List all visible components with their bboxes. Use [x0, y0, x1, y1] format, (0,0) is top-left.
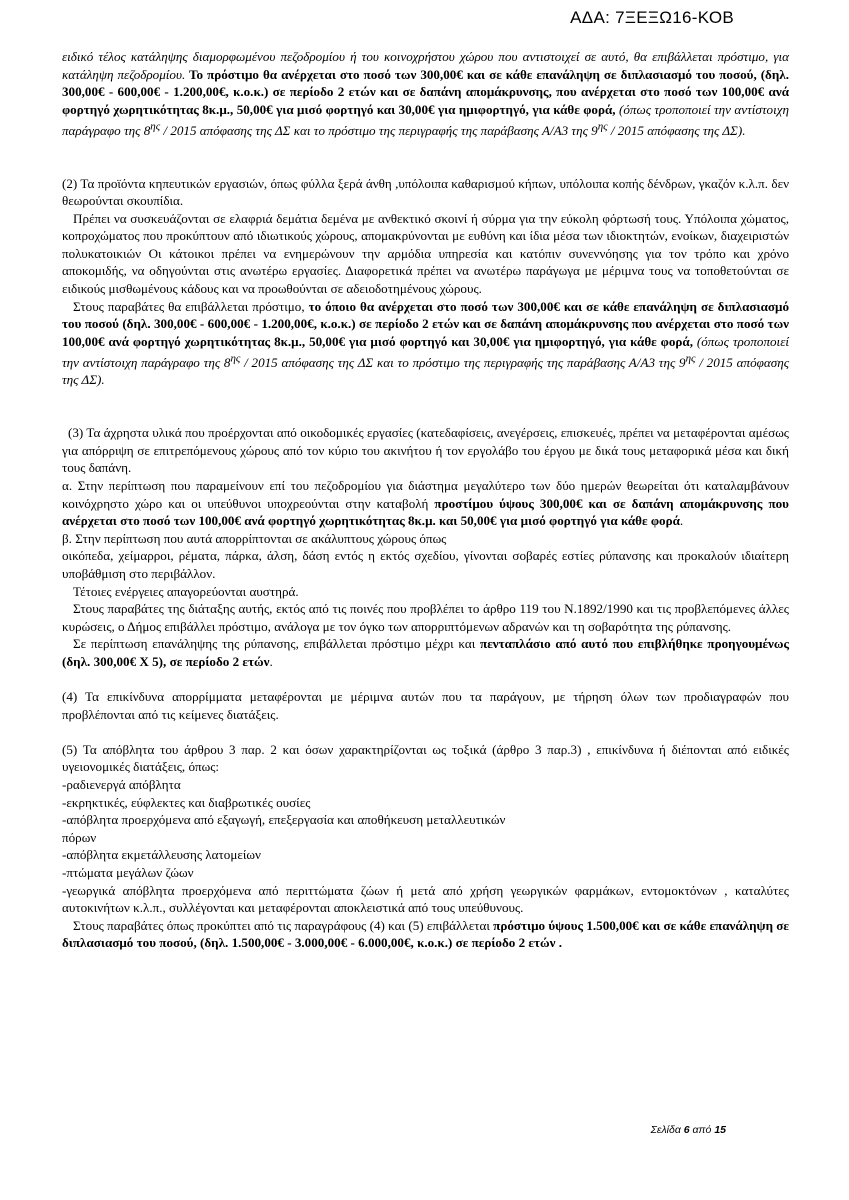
list-item: πόρων: [62, 829, 97, 845]
paragraph-3-forbidden: Τέτοιες ενέργειες απαγορεύονται αυστηρά.: [73, 583, 299, 599]
p3-repeat-fine: πενταπλάσιο από αυτό που επιβλήθηκε προηγουμένως (δηλ. 300,00€ Χ 5), σε περίοδο 2 ετών: [62, 636, 789, 669]
paragraph-4: (4) Τα επικίνδυνα απορρίμματα μεταφέρονται με μέριμνα αυτών που τα παράγουν, με τήρηση όλων των προδιαγραφών που προβλέπονται από τις κείμενες διατάξεις.: [62, 689, 789, 722]
p5-penalty-lead: Στους παραβάτες όπως προκύπτει από τις παραγράφους (4) και (5) επιβάλλεται: [73, 917, 490, 933]
paragraph-2-intro: (2) Τα προϊόντα κηπευτικών εργασιών, όπως φύλλα ξερά άνθη ,υπόλοιπα καθαρισμού κήπων, υπόλοιπα κοπής δένδρων, γκαζόν κ.λ.π. δεν θεωρούνται σκουπίδια.: [62, 175, 789, 209]
p1-note-c: / 2015 απόφασης της ΔΣ).: [607, 122, 746, 138]
p2-penalty-lead: Στους παραβάτες θα επιβάλλεται πρόστιμο,: [73, 298, 305, 314]
paragraph-3-repeat: [62, 635, 789, 670]
paragraph-5-intro: (5) Τα απόβλητα του άρθρου 3 παρ. 2 και όσων χαρακτηρίζονται ως τοξικά (άρθρο 3 παρ.3) , επικίνδυνα ή διέπονται από ειδικές υγειονομικές διατάξεις, όπως:: [62, 741, 789, 775]
list-item: -πτώματα μεγάλων ζώων: [62, 865, 194, 881]
list-item: -εκρηκτικές, εύφλεκτες και διαβρωτικές ουσίες: [62, 794, 311, 810]
paragraph-3-beta: β. Στην περίπτωση που αυτά απορρίπτονται σε ακάλυπτους χώρους όπως: [62, 530, 447, 546]
list-item: -γεωργικά απόβλητα προερχόμενα από περιττώματα ζώων ή μετά από χρήση γεωργικών φαρμάκων, εντομοκτόνων , καταλύτες αυτοκινήτων κ.λ.π., συλλέγονται και μεταφέρονται αποκλειστικά από τους υπεύθυνους.: [62, 882, 789, 916]
p1-fine-text: Το πρόστιμο θα ανέρχεται στο ποσό των 300,00€ και σε κάθε επανάληψη σε διπλασιασμό του ποσού, (δηλ. 300,00€ - 600,00€ - 1.200,00€, κ.ο.κ.) σε περίοδο 2 ετών και σε δαπάνη απομάκρυνσης, που ανέρχεται στο ποσό των 100,00€ ανά φορτηγό χωρητικότητας 8κ.μ., 50,00€ για μισό φορτηγό και 30,00€ για ημιφορτηγό, για κάθε φορά,: [62, 66, 789, 117]
p3-alpha-text: α. Στην περίπτωση που παραμείνουν επί του πεζοδρομίου για διάστημα μεγαλύτερο των δύο ημερών θεωρείται ότι καταλαμβάνουν κοινόχρηστο χώρο και οι υπεύθυνοι υποχρεούνται στην καταβολή: [62, 477, 789, 511]
p1-note-a: (όπως τροποποιεί την αντίστοιχη παράγραφο της 8: [62, 101, 789, 138]
footer-of-label: από: [692, 1124, 712, 1136]
p1-sup-2: ης: [597, 120, 608, 133]
footer-page-label: Σελίδα: [650, 1124, 681, 1136]
ada-code: ΑΔΑ: 7ΞΕΞΩ16-ΚΟΒ: [570, 8, 734, 27]
p2-fine-text: το όποιο θα ανέρχεται στο ποσό των 300,00€ και σε κάθε επανάληψη σε διπλασιασμό του ποσού (δηλ. 300,00€ - 600,00€ - 1.200,00€, κ.ο.κ.) σε περίοδο 2 ετών και σε δαπάνη απομάκρυνσης που ανέρχεται στο ποσό των 100,00€ ανά φορτηγό χωρητικότητας 8κ.μ., 50,00€ για μισό φορτηγό και 30,00€ για ημιφορτηγό, για κάθε φορά,: [62, 298, 789, 349]
list-item: -απόβλητα εκμετάλλευσης λατομείων: [62, 847, 261, 863]
p3-alpha-end: .: [679, 513, 684, 529]
paragraph-1-continuation: [62, 48, 789, 139]
p3-repeat-lead: Σε περίπτωση επανάληψης της ρύπανσης, επιβάλλεται πρόστιμο μέχρι και: [73, 636, 476, 652]
p2-note-b: / 2015 απόφασης της ΔΣ και το πρόστιμο της περιγραφής της παράβασης Α/Α3 της 9: [240, 354, 686, 370]
paragraph-3-beta-cont: οικόπεδα, χείμαρροι, ρέματα, πάρκα, άλση, δάση εντός η εκτός σχεδίου, γίνονται σοβαρές εστίες ρύπανσης και προκαλούν ιδιαίτερη υποβάθμιση στο περιβάλλον.: [62, 548, 789, 581]
list-item: -ραδιενεργά απόβλητα: [62, 777, 181, 793]
paragraph-3-alpha: [62, 477, 789, 530]
list-item: -απόβλητα προερχόμενα από εξαγωγή, επεξεργασία και αποθήκευση μεταλλευτικών: [62, 812, 506, 828]
p5-fine-text: πρόστιμο ύψους 1.500,00€ και σε κάθε επανάληψη σε διπλασιασμό του ποσού, (δηλ. 1.500,00€ - 3.000,00€ - 6.000,00€, κ.ο.κ.) σε περίοδο 2 ετών .: [62, 917, 790, 951]
footer-total-pages: 15: [714, 1124, 726, 1136]
p2-note-c: / 2015 απόφασης της ΔΣ).: [62, 354, 790, 388]
paragraph-2-body: Πρέπει να συσκευάζονται σε ελαφριά δεμάτια δεμένα με ανθεκτικό σκοινί ή σύρμα για την εύκολη φόρτωσή τους. Υπόλοιπα χώματος, κοπροχώματος που προκύπτουν από ιδιωτικούς χώρους, απομακρύνονται με ευθύνη και ίδια μέσα των ιδιοκτητών, ενοίκων, διαχειριστών πολυκατοικιών Οι κάτοικοι πρέπει να ενημερώνουν την αρμόδια υπηρεσία και κατόπιν συνεννόησης για τον τρόπο και χρόνο αποκομιδής, να οδηγούνται στις ανωτέρω εργασίες. Διαφορετικά πρέπει να ανωτέρω παράγωγα με μέριμνα τους να τοποθετούνται σε ειδικούς μισθωμένους κάδους και να προωθούνται σε αδειοδοτημένους χώρους.: [62, 210, 789, 297]
footer-page-number: 6: [683, 1124, 690, 1136]
paragraph-5-penalty: [62, 917, 789, 952]
document-body: [62, 48, 789, 952]
page-footer: [651, 1124, 726, 1136]
p2-sup-2: ης: [685, 352, 696, 365]
p1-note-b: / 2015 απόφασης της ΔΣ και το πρόστιμο της περιγραφής της παράβασης Α/Α3 της 9: [160, 122, 598, 138]
paragraph-3-intro: (3) Τα άχρηστα υλικά που προέρχονται από οικοδομικές εργασίες (κατεδαφίσεις, ανεγέρσεις, επισκευές, πρέπει να μεταφέρονται αμέσως για απόρριψη σε επιτρεπόμενους χώρους από τον κύριο του ακινήτου ή τον εργολάβο του έργου με δικά τους μεταφορικά μέσα και δική τους δαπάνη.: [62, 425, 789, 476]
paragraph-2-penalty: [62, 298, 789, 389]
p2-sup-1: ης: [230, 352, 241, 365]
p1-italic-intro: ειδικό τέλος κατάληψης διαμορφωμένου πεζοδρομίου ή του κοινοχρήστου χώρου που αντιστοιχεί σε αυτό, θα επιβάλλεται πρόστιμο, για κατάληψη πεζοδρομίου.: [62, 49, 789, 82]
p1-sup-1: ης: [150, 120, 161, 133]
p3-alpha-fine: προστίμου ύψους 300,00€ και σε δαπάνη απομάκρυνσης που ανέρχεται στο ποσό των 100,00€ ανά φορτηγό χωρητικότητας 8κ.μ. και 50,00€ για μισό φορτηγό για κάθε φορά: [62, 495, 789, 529]
paragraph-3-penalty: Στους παραβάτες της διάταξης αυτής, εκτός από τις ποινές που προβλέπει το άρθρο 119 του Ν.1892/1990 και τις προβλεπόμενες άλλες κυρώσεις, ο Δήμος επιβάλλει πρόστιμο, ανάλογα με τον όγκο των απορριπτόμενων αδρανών και τη σοβαρότητα της ρύπανσης.: [62, 601, 789, 634]
p2-note-a: (όπως τροποποιεί την αντίστοιχη παράγραφο της 8: [62, 333, 789, 370]
p3-repeat-end: .: [269, 653, 273, 669]
